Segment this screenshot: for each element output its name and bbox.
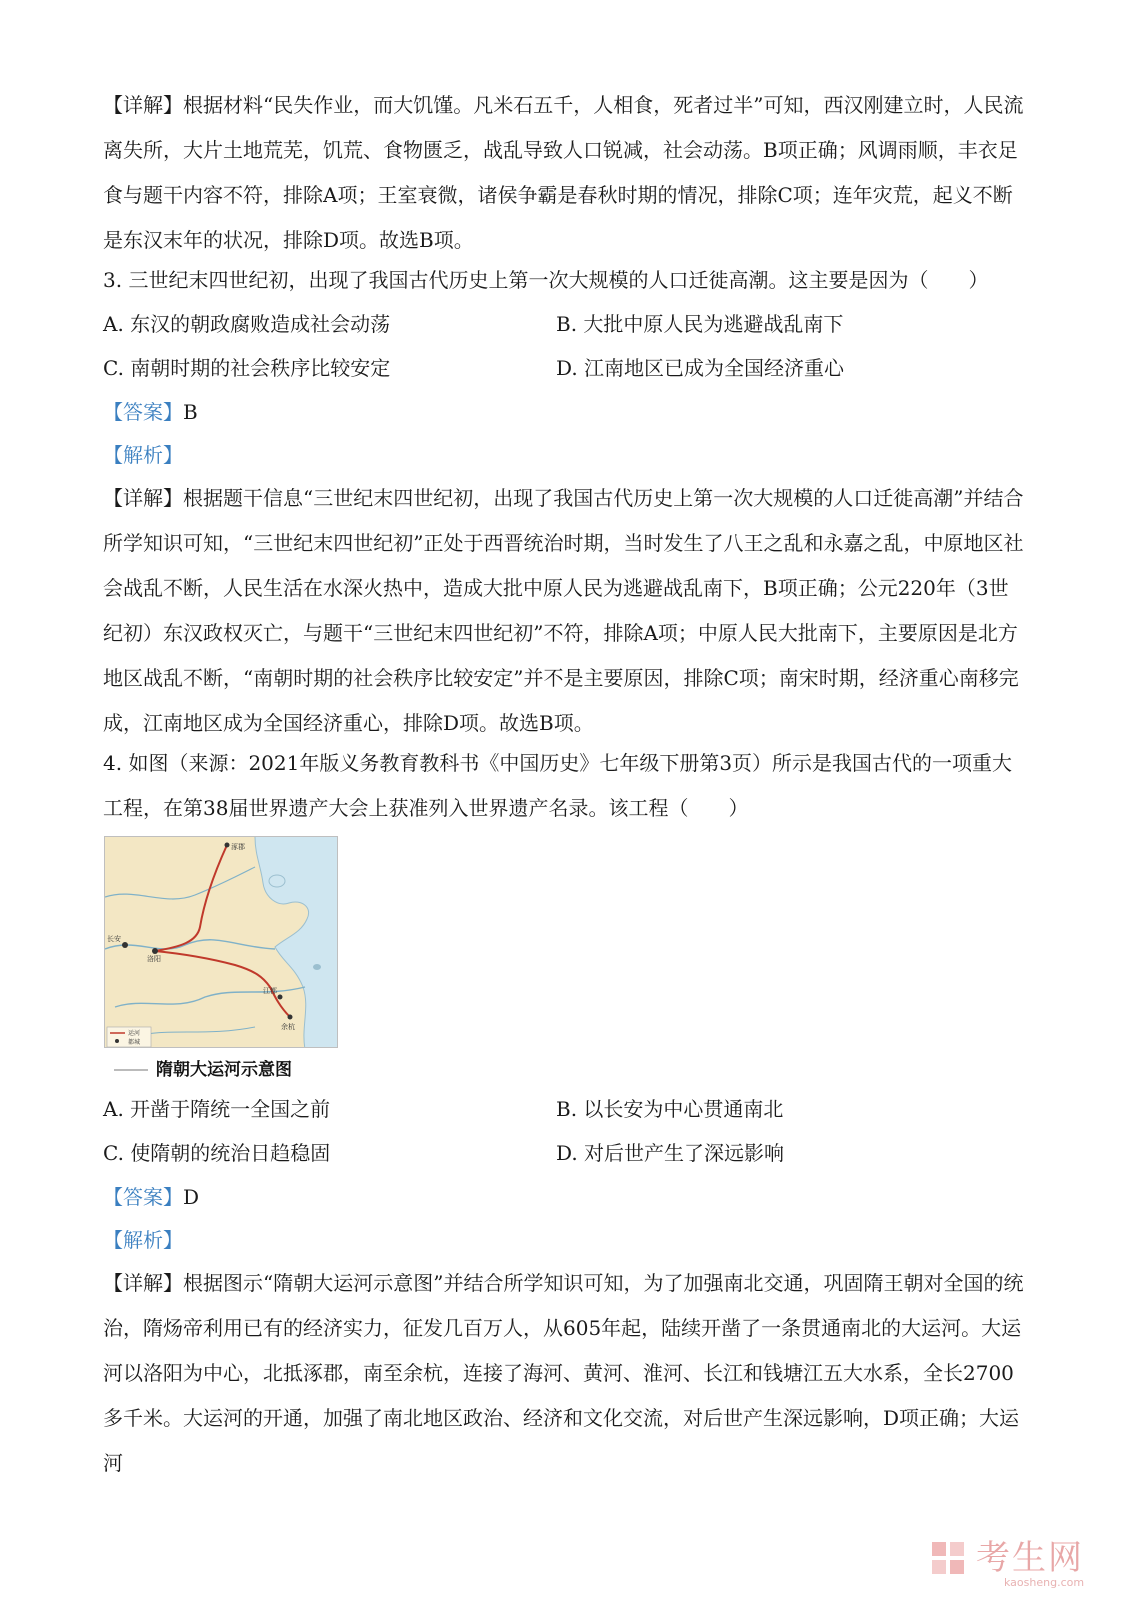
q3-option-c: C. 南朝时期的社会秩序比较安定 [103,356,391,380]
map-caption [104,1055,338,1085]
map-label-zhuojun: 涿郡 [231,843,245,851]
map-label-changan: 长安 [107,935,121,943]
q4-answer-value: D [183,1185,200,1209]
q3-option-a: A. 东汉的朝政腐败造成社会动荡 [103,312,391,336]
map-legend-capital: 都城 [128,1039,141,1046]
q4-option-c: C. 使隋朝的统治日趋稳固 [103,1141,331,1165]
grand-canal-map-svg [105,837,338,1048]
q4-analysis-tag: 【解析】 [103,1228,183,1252]
q3-answer [103,397,198,427]
q4-detail-text: 根据图示“隋朝大运河示意图”并结合所学知识可知，为了加强南北交通，巩固隋王朝对全国的统治，隋炀帝利用已有的经济实力，征发几百万人，从605年起，陆续开凿了一条贯通南北的大运河。大运河以洛阳为中心，北抵涿郡，南至余杭，连接了海河、黄河、淮河、长江和钱塘江五大水系，全长2700多千米。大运河的开通，加强了南北地区政治、经济和文化交流，对后世产生深远影响，D项正确；大运河 [103,1271,1024,1475]
q4-detail-paragraph [103,1261,1028,1486]
q4-answer-tag: 【答案】 [103,1185,183,1209]
q3-option-b: B. 大批中原人民为逃避战乱南下 [556,312,844,336]
q3-option-d: D. 江南地区已成为全国经济重心 [556,356,845,380]
map-label-jiangdu: 江都 [263,987,277,995]
watermark [930,1538,1120,1592]
q3-analysis-tag: 【解析】 [103,443,183,467]
q2-detail-tag: 【详解】 [103,93,183,117]
map-label-yuhang: 余杭 [281,1023,295,1031]
q3-detail-tag: 【详解】 [103,486,183,510]
q4-option-a: A. 开凿于隋统一全国之前 [103,1097,331,1121]
q3-detail-paragraph [103,476,1028,746]
q4-stem: 4. 如图（来源：2021年版义务教育教科书《中国历史》七年级下册第3页）所示是我国古代的一项重大工程，在第38届世界遗产大会上获准列入世界遗产名录。该工程（ ） [103,751,1013,820]
caption-dash [114,1069,148,1071]
q3-answer-tag: 【答案】 [103,400,183,424]
q3-answer-value: B [183,400,198,424]
watermark-url: kaosheng.com [1004,1576,1085,1589]
q4-option-b: B. 以长安为中心贯通南北 [556,1097,784,1121]
q4-detail-tag: 【详解】 [103,1271,183,1295]
map-label-luoyang: 洛阳 [147,955,161,963]
q2-detail-text: 根据材料“民失作业，而大饥馑。凡米石五千，人相食，死者过半”可知，西汉刚建立时，人民流离失所，大片土地荒芜，饥荒、食物匮乏，战乱导致人口锐减，社会动荡。B项正确；风调雨顺，丰衣足食与题干内容不符，排除A项；王室衰微，诸侯争霸是春秋时期的情况，排除C项；连年灾荒，起义不断是东汉末年的状况，排除D项。故选B项。 [103,93,1024,252]
watermark-logo-icon [930,1540,968,1580]
map-legend-canal: 运河 [128,1030,141,1037]
grand-canal-map [104,836,338,1048]
q2-detail-paragraph [103,83,1028,263]
q3-stem: 3. 三世纪末四世纪初，出现了我国古代历史上第一次大规模的人口迁徙高潮。这主要是因为（ ） [103,268,989,292]
q4-answer [103,1182,199,1212]
q3-detail-text: 根据题干信息“三世纪末四世纪初，出现了我国古代历史上第一次大规模的人口迁徙高潮”并结合所学知识可知，“三世纪末四世纪初”正处于西晋统治时期，当时发生了八王之乱和永嘉之乱，中原地区社会战乱不断，人民生活在水深火热中，造成大批中原人民为逃避战乱南下，B项正确；公元220年（3世纪初）东汉政权灭亡，与题干“三世纪末四世纪初”不符，排除A项；中原人民大批南下，主要原因是北方地区战乱不断，“南朝时期的社会秩序比较安定”并不是主要原因，排除C项；南宋时期，经济重心南移完成，江南地区成为全国经济重心，排除D项。故选B项。 [103,486,1024,735]
q4-option-d: D. 对后世产生了深远影响 [556,1141,785,1165]
map-caption-text: 隋朝大运河示意图 [156,1060,292,1080]
watermark-text: 考生网 [976,1538,1084,1578]
